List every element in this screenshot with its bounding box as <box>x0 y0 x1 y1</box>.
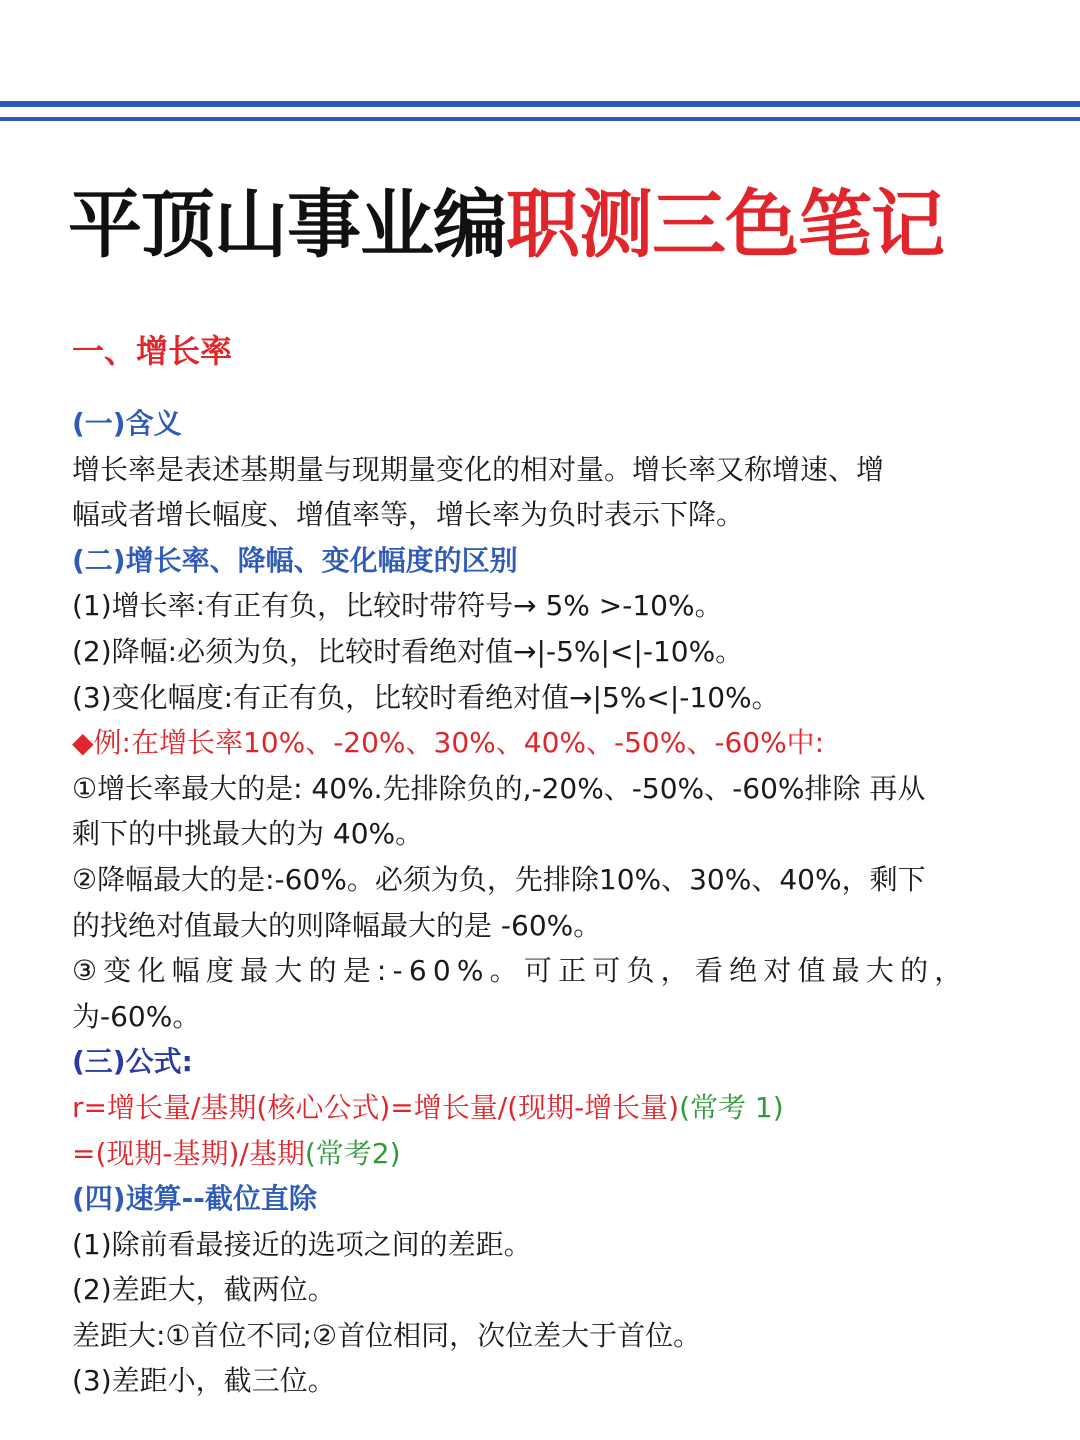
top-rule <box>0 101 1080 107</box>
meaning-text-line-2: 幅或者增长幅度、增值率等，增长率为负时表示下降。 <box>72 498 745 532</box>
example-2-line-1: ②降幅最大的是:-60%。必须为负，先排除10%、30%、40%，剩下 <box>72 862 926 896</box>
example-heading: ◆例:在增长率10%、-20%、30%、40%、-50%、-60%中: <box>72 726 825 760</box>
subheading-quick-calc: (四)速算--截位直除 <box>72 1182 317 1216</box>
quick-calc-item-1: (1)除前看最接近的选项之间的差距。 <box>72 1227 532 1261</box>
page-title <box>68 170 1028 280</box>
subheading-formula: (三)公式: <box>72 1045 193 1079</box>
example-3-line-2: 为-60%。 <box>72 999 201 1033</box>
section-heading: 一、增长率 <box>72 332 233 370</box>
page-title-red: 职测三色笔记 <box>506 182 944 268</box>
difference-item-2: (2)降幅:必须为负，比较时看绝对值→|-5%|<|-10%。 <box>72 634 744 668</box>
difference-item-3: (3)变化幅度:有正有负，比较时看绝对值→|5%<|-10%。 <box>72 680 780 714</box>
formula-line-2 <box>72 1131 1022 1177</box>
notes-body <box>72 401 1022 1404</box>
formula-2-note: (常考2) <box>304 1136 401 1170</box>
top-rule-thin <box>0 117 1080 121</box>
subheading-difference: (二)增长率、降幅、变化幅度的区别 <box>72 543 518 577</box>
example-3-line-1: ③变化幅度最大的是:-60%。可正可负，看绝对值最大的， <box>72 954 969 988</box>
example-2-line-2: 的找绝对值最大的则降幅最大的是 -60%。 <box>72 908 602 942</box>
difference-item-1: (1)增长率:有正有负，比较时带符号→ 5% >-10%。 <box>72 589 723 623</box>
formula-1: r=增长量/基期(核心公式)=增长量/(现期-增长量) <box>72 1090 680 1124</box>
quick-calc-item-4: (3)差距小，截三位。 <box>72 1364 336 1398</box>
example-1-line-1: ①增长率最大的是: 40%.先排除负的,-20%、-50%、-60%排除 再从 <box>72 771 926 805</box>
formula-1-note: (常考 1) <box>679 1090 784 1124</box>
example-1-line-2: 剩下的中挑最大的为 40%。 <box>72 817 424 851</box>
page-title-black: 平顶山事业编 <box>68 182 506 268</box>
formula-line-1 <box>72 1085 1022 1131</box>
formula-2: =(现期-基期)/基期 <box>72 1136 305 1170</box>
quick-calc-item-2: (2)差距大，截两位。 <box>72 1273 336 1307</box>
quick-calc-item-3: 差距大:①首位不同;②首位相同，次位差大于首位。 <box>72 1318 702 1352</box>
meaning-text-line-1: 增长率是表述基期量与现期量变化的相对量。增长率又称增速、增 <box>72 452 885 486</box>
subheading-meaning: (一)含义 <box>72 407 182 440</box>
